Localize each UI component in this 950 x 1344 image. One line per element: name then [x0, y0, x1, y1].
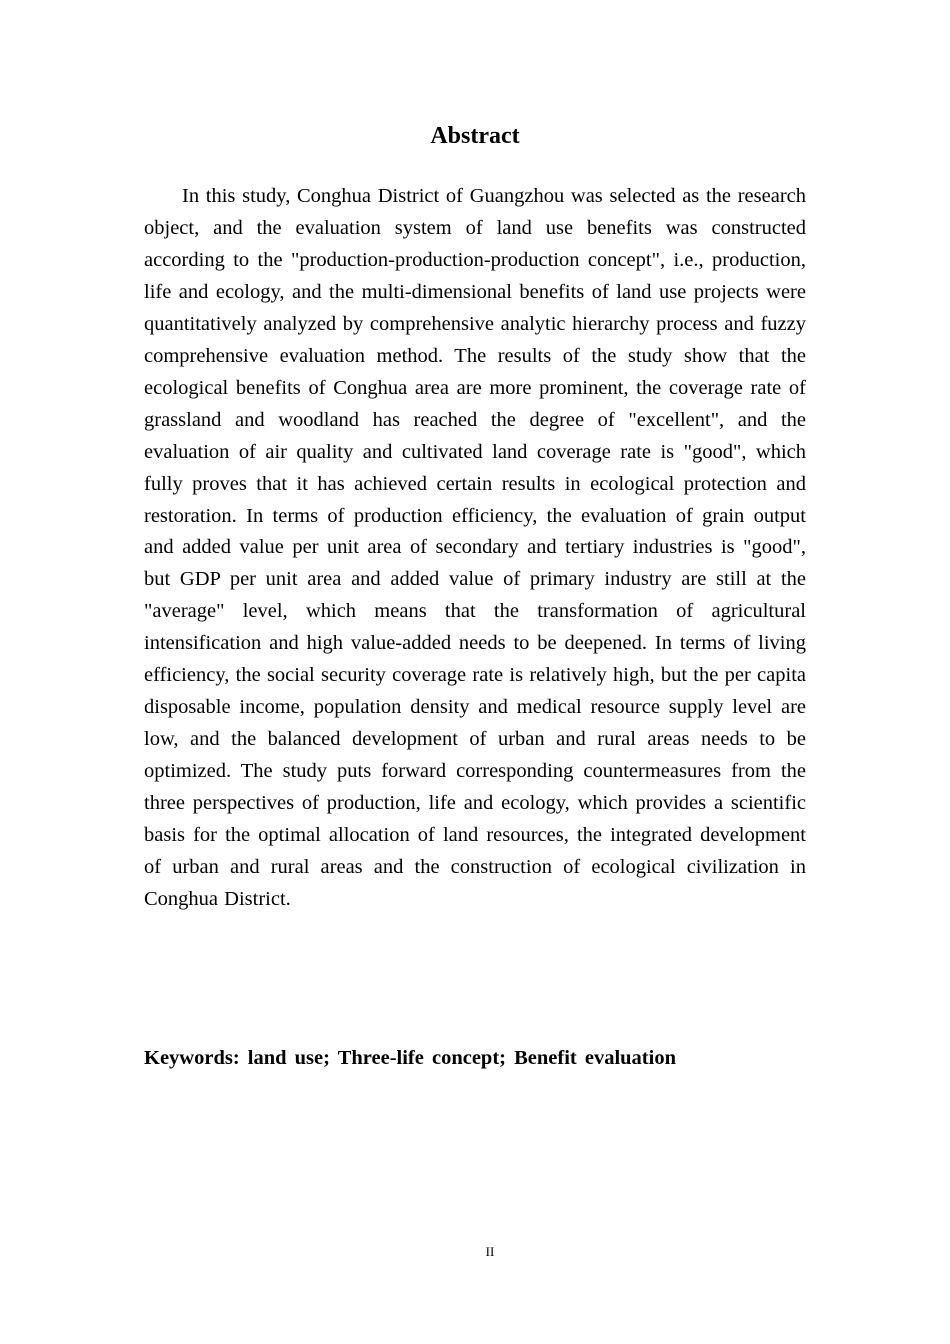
abstract-title: Abstract: [430, 123, 520, 149]
page-number: II: [485, 1244, 495, 1259]
abstract-body: In this study, Conghua District of Guangzhou was selected as the research object, and the evaluation system of land use benefits was constructed according to the "production-production-production concept", i.e., production, life and ecology, and the multi-dimensional benefits of land use projects were quantitatively analyzed by comprehensive analytic hierarchy process and fuzzy comprehensive evaluation method. The results of the study show that the ecological benefits of Conghua area are more prominent, the coverage rate of grassland and woodland has reached the degree of "excellent", and the evaluation of air quality and cultivated land coverage rate is "good", which fully proves that it has achieved certain results in ecological protection and restoration. In terms of production efficiency, the evaluation of grain output and added value per unit area of secondary and tertiary industries is "good", but GDP per unit area and added value of primary industry are still at the "average" level, which means that the transformation of agricultural intensification and high value-added needs to be deepened. In terms of living efficiency, the social security coverage rate is relatively high, but the per capita disposable income, population density and medical resource supply level are low, and the balanced development of urban and rural areas needs to be optimized. The study puts forward corresponding countermeasures from the three perspectives of production, life and ecology, which provides a scientific basis for the optimal allocation of land resources, the integrated development of urban and rural areas and the construction of ecological civilization in Conghua District.: [144, 185, 806, 910]
keywords-line: Keywords: land use; Three-life concept; Benefit evaluation: [144, 1047, 676, 1069]
